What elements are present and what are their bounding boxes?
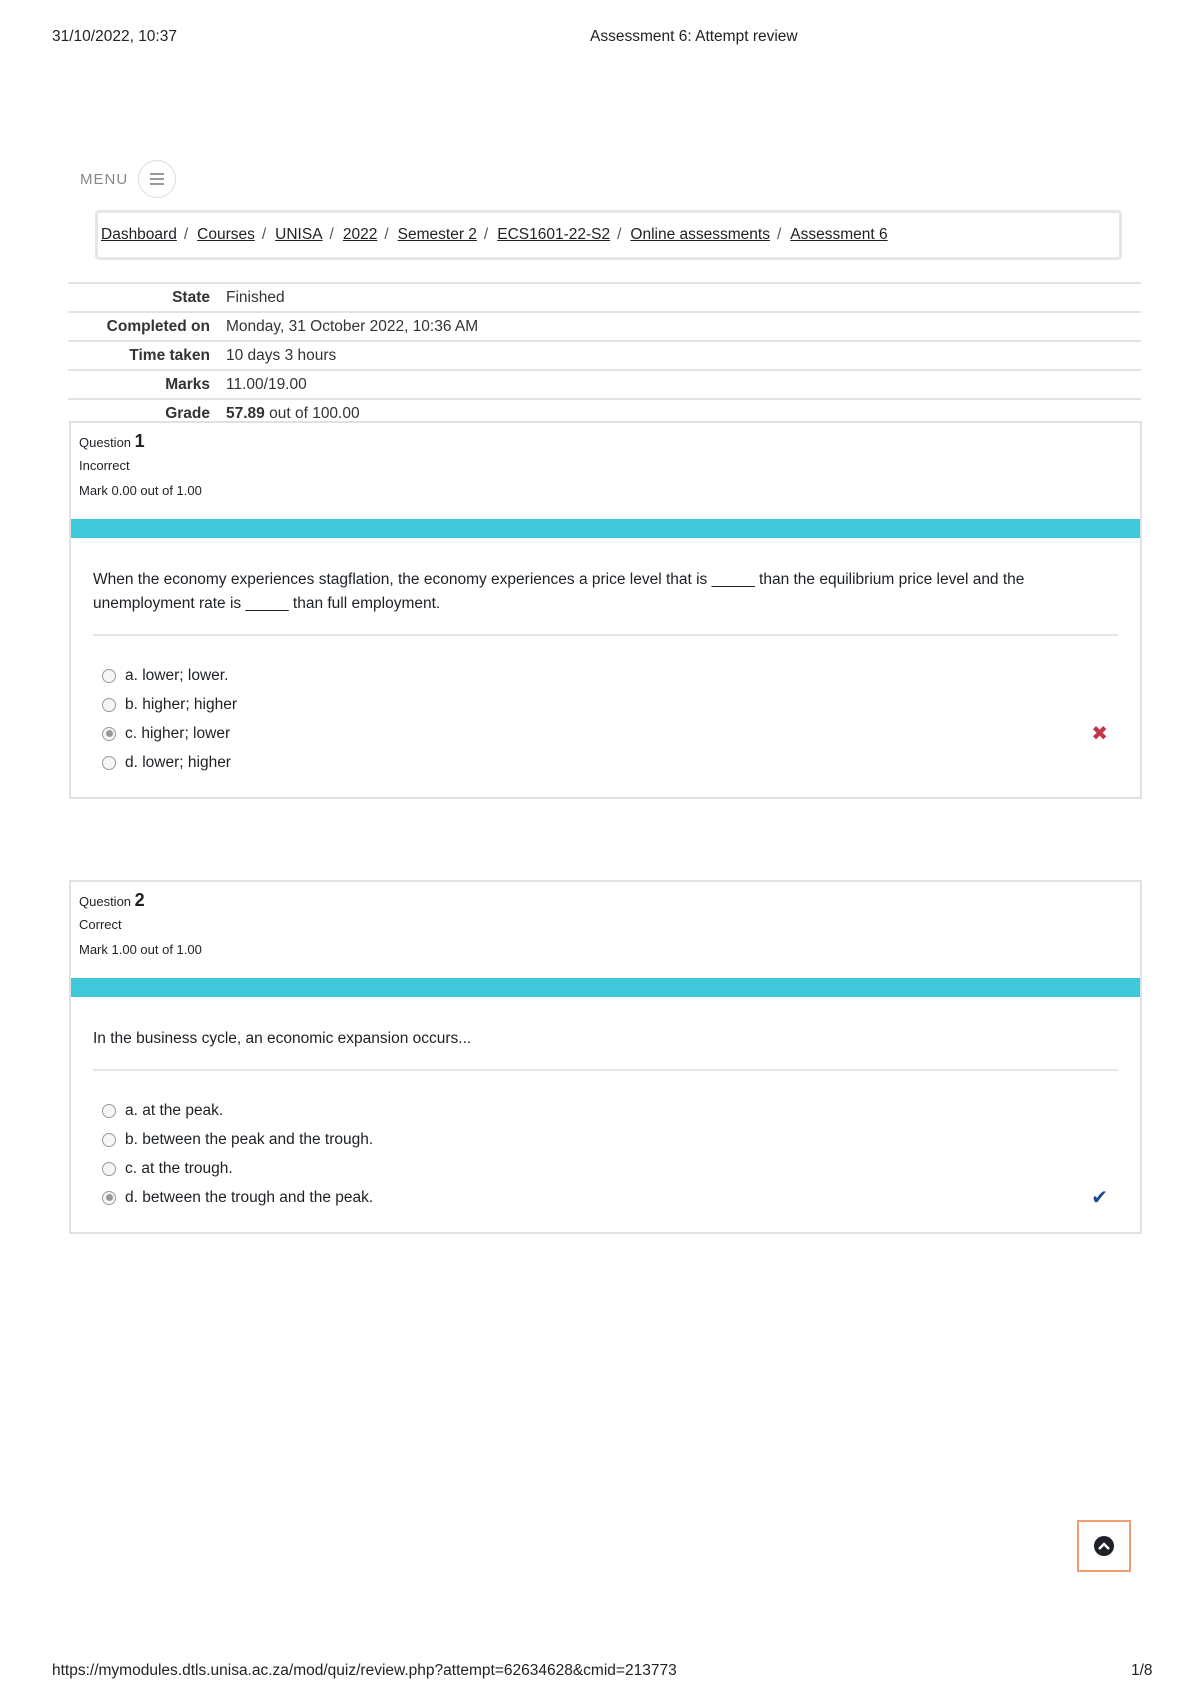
question-mark: Mark 1.00 out of 1.00 <box>79 942 202 957</box>
radio-button-selected[interactable] <box>102 727 116 741</box>
summary-row-time <box>68 340 1141 369</box>
print-url: https://mymodules.dtls.unisa.ac.za/mod/quiz/review.php?attempt=62634628&cmid=213773 <box>52 1662 677 1679</box>
breadcrumb-unisa[interactable]: UNISA <box>275 226 323 243</box>
radio-button[interactable] <box>102 756 116 770</box>
breadcrumb-assessment[interactable]: Assessment 6 <box>790 226 888 243</box>
print-title: Assessment 6: Attempt review <box>590 28 798 45</box>
radio-button[interactable] <box>102 698 116 712</box>
attempt-summary <box>68 282 1141 427</box>
question-content <box>71 538 1140 797</box>
completed-label: Completed on <box>106 317 210 335</box>
question-content <box>71 997 1140 1232</box>
question-mark: Mark 0.00 out of 1.00 <box>79 483 202 498</box>
grade-value <box>226 405 360 423</box>
marks-value: 11.00/19.00 <box>226 375 307 393</box>
state-value: Finished <box>226 288 285 306</box>
answer-option[interactable]: b. between the peak and the trough. <box>93 1125 1118 1154</box>
completed-value: Monday, 31 October 2022, 10:36 AM <box>226 317 479 335</box>
summary-row-marks <box>68 369 1141 398</box>
menu-button[interactable] <box>138 160 176 198</box>
answer-option[interactable]: c. at the trough. <box>93 1154 1118 1183</box>
radio-button[interactable] <box>102 1133 116 1147</box>
hamburger-icon <box>150 173 164 185</box>
answer-option[interactable]: c. higher; lower ✖ <box>93 719 1118 748</box>
question-bar <box>71 519 1140 538</box>
answer-list <box>93 661 1118 777</box>
breadcrumb-dashboard[interactable]: Dashboard <box>101 226 177 243</box>
question-info <box>71 423 1140 519</box>
back-to-top-button[interactable] <box>1077 1520 1131 1572</box>
radio-button[interactable] <box>102 1162 116 1176</box>
question-bar <box>71 978 1140 997</box>
radio-button-selected[interactable] <box>102 1191 116 1205</box>
question-state: Correct <box>79 917 122 932</box>
question-text: In the business cycle, an economic expansion occurs... <box>93 1027 1118 1071</box>
check-icon: ✔ <box>1091 1187 1108 1209</box>
question-state: Incorrect <box>79 458 130 473</box>
marks-label: Marks <box>165 375 210 393</box>
question-2 <box>69 880 1142 1234</box>
cross-icon: ✖ <box>1091 723 1108 745</box>
menu[interactable] <box>80 160 176 198</box>
answer-option[interactable]: d. between the trough and the peak. ✔ <box>93 1183 1118 1212</box>
answer-option[interactable]: d. lower; higher <box>93 748 1118 777</box>
menu-label: MENU <box>80 170 129 188</box>
summary-row-state <box>68 282 1141 311</box>
answer-list <box>93 1096 1118 1212</box>
breadcrumb-courses[interactable]: Courses <box>197 226 255 243</box>
time-value: 10 days 3 hours <box>226 346 337 364</box>
grade-score: 57.89 <box>226 404 265 422</box>
breadcrumb-module[interactable]: ECS1601-22-S2 <box>497 226 611 243</box>
question-number: Question 2 <box>79 890 145 910</box>
grade-label: Grade <box>165 404 210 422</box>
question-number: Question 1 <box>79 431 145 451</box>
print-header <box>0 28 1200 48</box>
breadcrumb-year[interactable]: 2022 <box>342 226 378 243</box>
question-info <box>71 882 1140 978</box>
question-text: When the economy experiences stagflation, the economy experiences a price level that is _____ than the equilibrium price level and the unemployment rate is _____ than full employment. <box>93 568 1118 636</box>
chevron-up-icon <box>1094 1536 1114 1556</box>
answer-option[interactable]: a. at the peak. <box>93 1096 1118 1125</box>
breadcrumb-semester[interactable]: Semester 2 <box>397 226 477 243</box>
state-label: State <box>172 288 210 306</box>
print-datetime: 31/10/2022, 10:37 <box>52 28 177 45</box>
radio-button[interactable] <box>102 669 116 683</box>
question-1 <box>69 421 1142 799</box>
breadcrumb-online-assessments[interactable]: Online assessments <box>630 226 770 243</box>
summary-row-completed <box>68 311 1141 340</box>
breadcrumb: Dashboard / Courses / UNISA / 2022 / Semester 2 / ECS1601-22-S2 / Online assessments / Assessment 6 <box>95 210 1122 260</box>
radio-button[interactable] <box>102 1104 116 1118</box>
grade-suffix: out of 100.00 <box>269 404 360 422</box>
time-label: Time taken <box>129 346 210 364</box>
answer-option[interactable]: b. higher; higher <box>93 690 1118 719</box>
print-page-number: 1/8 <box>1131 1662 1153 1679</box>
answer-option[interactable]: a. lower; lower. <box>93 661 1118 690</box>
